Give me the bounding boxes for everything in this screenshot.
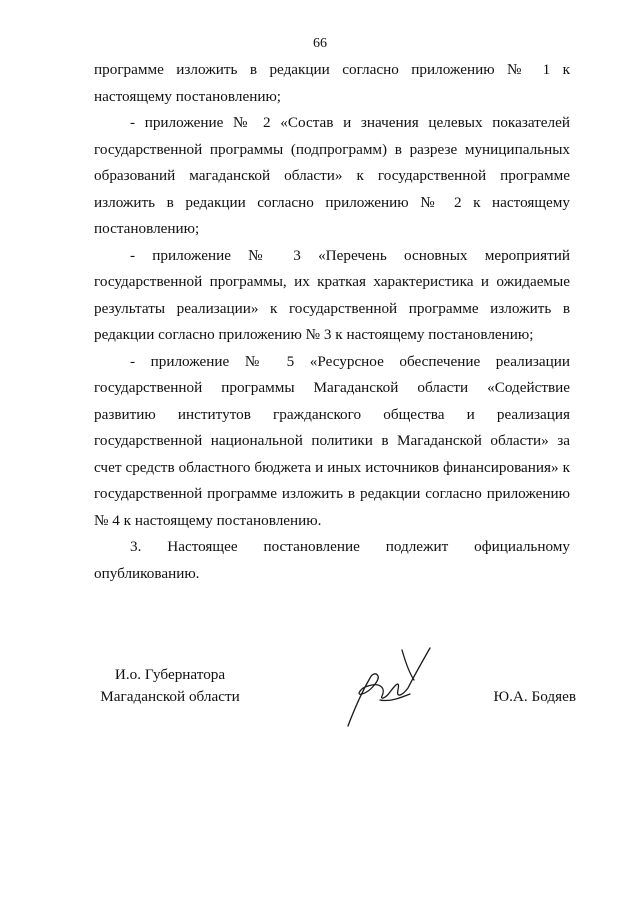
signatory-title	[90, 664, 250, 708]
signatory-name: Ю.А. Бодяев	[493, 688, 576, 705]
paragraph-continuation: программе изложить в редакции согласно приложению № 1 к настоящему постановлению;	[94, 61, 570, 105]
handwritten-signature	[340, 640, 440, 730]
paragraph-appendix-3: - приложение № 3 «Перечень основных мероприятий государственной программы, их краткая характеристика и ожидаемые результаты реализации» к государственной программе изложить в редакции согласно приложению № 3 к настоящему постановлению;	[94, 246, 570, 343]
paragraph-appendix-2: - приложение № 2 «Состав и значения целевых показателей государственной программы (подпрограмм) в разрезе муниципальных образований магаданской области» к государственной программе изложить в редакции согласно приложению № 2 к настоящему постановлению;	[94, 114, 570, 237]
signatory-title-line1: И.о. Губернатора	[114, 666, 226, 683]
paragraph-publication: 3. Настоящее постановление подлежит официальному опубликованию.	[94, 538, 570, 582]
signatory-title-line2: Магаданской области	[100, 688, 240, 705]
document-body	[94, 57, 570, 587]
paragraph-appendix-5: - приложение № 5 «Ресурсное обеспечение реализации государственной программы Магаданской области «Содействие развитию институтов гражданского общества и реализация государственной национальной политики в Магаданской области» за счет средств областного бюджета и иных источников финансирования» к государственной программе изложить в редакции согласно приложению № 4 к настоящему постановлению.	[94, 352, 570, 529]
page-number: 66	[313, 36, 327, 51]
